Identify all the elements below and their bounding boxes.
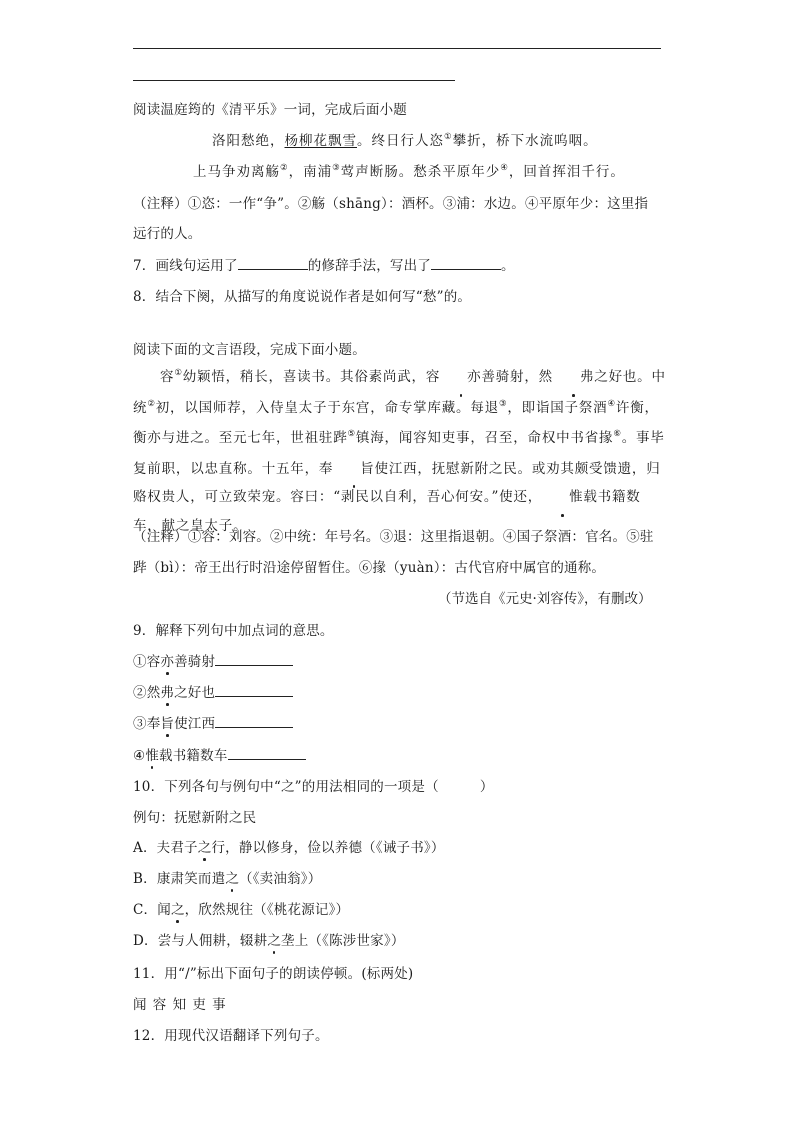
q9-item-3 [133, 712, 293, 732]
option-text: 垄上（《陈涉世家》） [281, 933, 405, 949]
footnote-marker: ④ [607, 398, 616, 409]
passage-text: 许衡，衡亦与进之。至元七年，世祖驻跸 [133, 399, 659, 446]
q9-item-text: 之好也 [174, 685, 216, 701]
q9-answer-blank[interactable] [228, 747, 306, 760]
classical-passage [133, 363, 667, 540]
footnote-marker: ③ [498, 398, 508, 409]
question-7 [133, 254, 515, 274]
q10-option-d[interactable] [133, 929, 405, 949]
dotted-word: 亦 [440, 363, 481, 392]
dotted-word: 亦 [160, 650, 174, 670]
question-9: 9．解释下列句中加点词的意思。 [133, 623, 334, 639]
q7-post: 。 [501, 258, 515, 274]
footnote-marker: ③ [332, 163, 341, 173]
option-text: C．闻 [133, 902, 171, 918]
question-10: 10．下列各句与例句中“之”的用法相同的一项是（ ） [133, 779, 494, 795]
passage-text: 。事毕复前职，以忠直称。十五年，奉 [133, 430, 665, 477]
q7-blank-1[interactable] [238, 257, 308, 270]
option-text: B．康肃笑而遣 [133, 871, 226, 887]
footnote-marker: ④ [500, 163, 509, 173]
poem-line1-mid: 。终日行人恣 [357, 133, 444, 149]
q9-item-1 [133, 650, 293, 670]
q9-item-text: 载书籍数车 [159, 748, 228, 764]
dotted-word: 旨 [160, 712, 174, 732]
dotted-word: 惟 [145, 744, 159, 764]
footnote-marker: ② [280, 163, 289, 173]
q10-example: 例句：抚慰新附之民 [133, 810, 257, 826]
poem-line-2 [193, 160, 625, 180]
passage-text: 初，以国师荐，入侍皇太子于东宫，命专掌库藏。每退 [155, 399, 499, 416]
option-text: （《卖油翁》） [239, 871, 322, 887]
poem-line1-pre: 洛阳愁绝， [212, 133, 285, 149]
option-text: D．尝与人佣耕，辍耕 [133, 933, 268, 949]
q11-sentence: 闻 容 知 吏 事 [133, 997, 227, 1013]
dotted-word: 之 [198, 836, 212, 856]
footnote-marker: ② [147, 398, 156, 409]
passage-notes-line-1: （注释）①容：刘容。②中统：年号名。③退：这里指退朝。④国子祭酒：官名。⑤驻 [133, 529, 654, 545]
poem-line2-c: 莺声断肠。愁杀平原年少 [340, 164, 501, 180]
q9-item-4 [133, 744, 306, 764]
passage-text: ，即诣国子祭酒 [507, 399, 608, 416]
question-12: 12．用现代汉语翻译下列句子。 [133, 1028, 329, 1044]
q9-item-text: 善骑射 [174, 654, 216, 670]
poem-line2-a: 上马争劝离觞 [193, 164, 280, 180]
passage-paragraph [133, 363, 667, 540]
q10-option-b[interactable] [133, 867, 321, 887]
option-text: ，欣然规往（《桃花源记》） [184, 902, 350, 918]
section2-intro: 阅读下面的文言语段，完成下面小题。 [133, 342, 366, 358]
footnote-marker: ① [174, 368, 183, 378]
footnote-marker: ⑤ [347, 429, 356, 439]
dotted-word: 之 [225, 867, 239, 887]
q9-item-text: ④ [133, 748, 146, 764]
q9-answer-blank[interactable] [215, 715, 293, 728]
dotted-word: 弗 [160, 681, 174, 701]
poem-line-1 [212, 129, 598, 149]
poem-notes-line-1: （注释）①恣：一作“争”。②觞（shāng）：酒杯。③浦：水边。④平原年少：这里指 [133, 196, 649, 212]
question-8: 8．结合下阕，从描写的角度说说作者是如何写“愁”的。 [133, 289, 472, 305]
q9-item-text: ③奉 [133, 716, 161, 732]
passage-source: （节选自《元史·刘容传》，有删改） [438, 591, 652, 607]
passage-text: 善骑射，然 [481, 369, 553, 385]
q9-item-text: ①容 [133, 654, 161, 670]
q7-mid: 的修辞手法，写出了 [307, 258, 432, 274]
passage-text: 之好也。中统 [133, 369, 666, 416]
passage-text: 载书籍数车，献之皇太子。 [133, 489, 641, 534]
passage-text: 使江西，抚慰新附之民。或劝其颇受馈遗，归赂权贵人，可立致荣宠。容曰：“剥民以自利，吾心何安。”使还， [133, 460, 661, 505]
option-text: 行，静以修身，俭以养德（《诫子书》） [211, 840, 445, 856]
passage-text: 容 [160, 369, 175, 385]
top-answer-rule [133, 48, 661, 49]
section1-intro: 阅读温庭筠的《清平乐》一词，完成后面小题 [133, 102, 407, 118]
dotted-word: 弗 [553, 363, 594, 392]
poem-underlined-phrase: 杨柳花飘雪 [284, 133, 357, 149]
footnote-marker: ⑥ [613, 429, 622, 439]
dotted-word: 之 [267, 929, 281, 949]
option-text: A．夫君子 [133, 840, 198, 856]
q9-item-text: 使江西 [174, 716, 216, 732]
poem-line1-post: 攀折，桥下水流呜咽。 [452, 133, 598, 149]
q10-option-c[interactable] [133, 898, 349, 918]
dotted-word: 惟 [542, 483, 583, 512]
footnote-marker: ① [444, 132, 453, 142]
dotted-word: 之 [171, 898, 185, 918]
passage-text: 幼颖悟，稍长，喜读书。其俗素尚武，容 [182, 369, 441, 385]
q9-answer-blank[interactable] [215, 653, 293, 666]
passage-text: 镇海，闻容知吏事，召至，命权中书省掾 [355, 430, 614, 446]
short-answer-rule [133, 80, 455, 81]
q9-answer-blank[interactable] [215, 684, 293, 697]
q9-item-2 [133, 681, 293, 701]
dotted-word: 旨 [333, 455, 374, 484]
q7-pre: 7．画线句运用了 [133, 258, 238, 274]
passage-notes-line-2: 跸（bì）：帝王出行时沿途停留暂住。⑥掾（yuàn）：古代官府中属官的通称。 [133, 560, 606, 576]
poem-line2-b: ，南浦 [288, 164, 333, 180]
q10-option-a[interactable] [133, 836, 445, 856]
question-11: 11．用“/”标出下面句子的朗读停顿。(标两处) [133, 966, 414, 982]
q7-blank-2[interactable] [431, 257, 501, 270]
poem-notes-line-2: 远行的人。 [133, 226, 202, 242]
poem-line2-d: ，回首挥泪千行。 [508, 164, 625, 180]
q9-item-text: ②然 [133, 685, 161, 701]
